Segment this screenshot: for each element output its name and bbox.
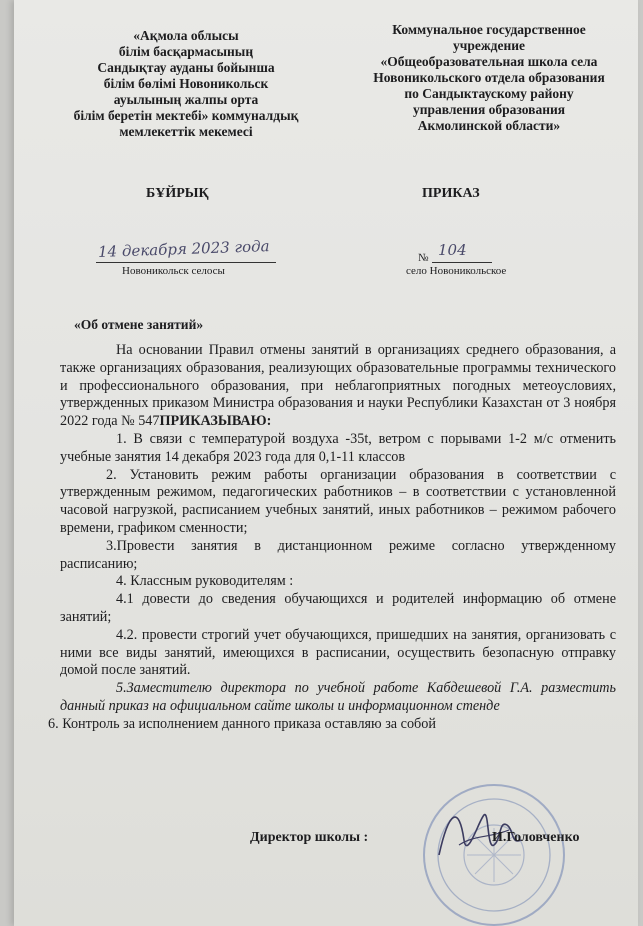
header-ru	[344, 22, 634, 134]
header-kz-line: Сандықтау ауданы бойынша	[97, 60, 275, 75]
order-keyword: ПРИКАЗЫВАЮ:	[159, 413, 272, 430]
header-kz-line: мемлекеттік мекемесі	[119, 124, 253, 139]
header-kz-line: «Ақмола облысы	[133, 28, 239, 43]
header-ru-line: управления образования	[412, 102, 566, 117]
number-label: №	[418, 252, 429, 264]
doc-type-ru: ПРИКАЗ	[422, 186, 480, 201]
signature-name: И.Головченко	[492, 830, 580, 845]
header-ru-line: Новоникольского отдела образования	[373, 70, 605, 85]
header-ru-line: Акмолинской области»	[417, 118, 561, 133]
signature-role: Директор школы :	[250, 830, 369, 845]
header-kz-line: білім беретін мектебі» коммуналдық	[73, 108, 299, 123]
header-ru-line: Коммунальное государственное	[392, 22, 586, 37]
item-4-1: 4.1 довести до сведения обучающихся и родителей информацию об отмене занятий;	[60, 591, 616, 625]
item-5: 5.Заместителю директора по учебной работе Кабдешевой Г.А. разместить данный приказ на официальном сайте школы и информационном стенде	[60, 680, 616, 714]
doc-type-kz: БҰЙРЫҚ	[146, 186, 209, 201]
date-line	[96, 262, 276, 263]
order-title: «Об отмене занятий»	[74, 317, 204, 332]
item-4: 4. Классным руководителям :	[116, 573, 294, 590]
header-kz	[36, 28, 336, 140]
preamble-paragraph	[60, 342, 616, 431]
item-2: 2. Установить режим работы организации образования в соответствии с утвержденным режимом, педагогических работников – в соответствии с установленной часовой нагрузкой, расписанием учебных занятий, иных работников – режимом рабочего времени, графиком сменности;	[60, 466, 616, 536]
place-ru: село Новоникольское	[406, 265, 507, 277]
number-handwritten: 104	[438, 241, 467, 259]
item-4-2: 4.2. провести строгий учет обучающихся, пришедших на занятия, организовать с ними все виды занятий, имеющихся в расписании, осуществить безопасную отправку домой после занятий.	[60, 626, 616, 679]
item-1: 1. В связи с температурой воздуха -35t, ветром с порывами 1-2 м/с отменить учебные занятия 14 декабря 2023 года для 0,1-11 классов	[60, 430, 616, 465]
order-body	[48, 342, 616, 734]
document-page	[14, 0, 638, 926]
date-handwritten: 14 декабря 2023 года	[97, 237, 270, 261]
item-3: 3.Провести занятия в дистанционном режиме согласно утвержденному расписанию;	[60, 537, 616, 572]
header-ru-line: по Сандыктаускому району	[404, 86, 574, 101]
preamble-text: На основании Правил отмены занятий в организациях среднего образования, а также организациях образования, реализующих образовательные программы технического и профессионального образования, при неблагоприятных погодных метеоусловиях, утвержденных приказом Министра образования и науки Республики Казахстан от 3 ноября 2022 года № 547	[60, 342, 616, 430]
item-6: 6. Контроль за исполнением данного приказа оставляю за собой	[48, 715, 436, 732]
header-kz-line: білім басқармасының	[118, 44, 254, 59]
place-kz: Новоникольск селосы	[122, 265, 225, 277]
header-kz-line: білім бөлімі Новоникольск	[103, 76, 269, 91]
header-ru-line: «Общеобразовательная школа села	[380, 54, 598, 69]
number-line	[432, 262, 492, 263]
header-kz-line: ауылының жалпы орта	[113, 92, 259, 107]
header-ru-line: учреждение	[452, 38, 526, 53]
